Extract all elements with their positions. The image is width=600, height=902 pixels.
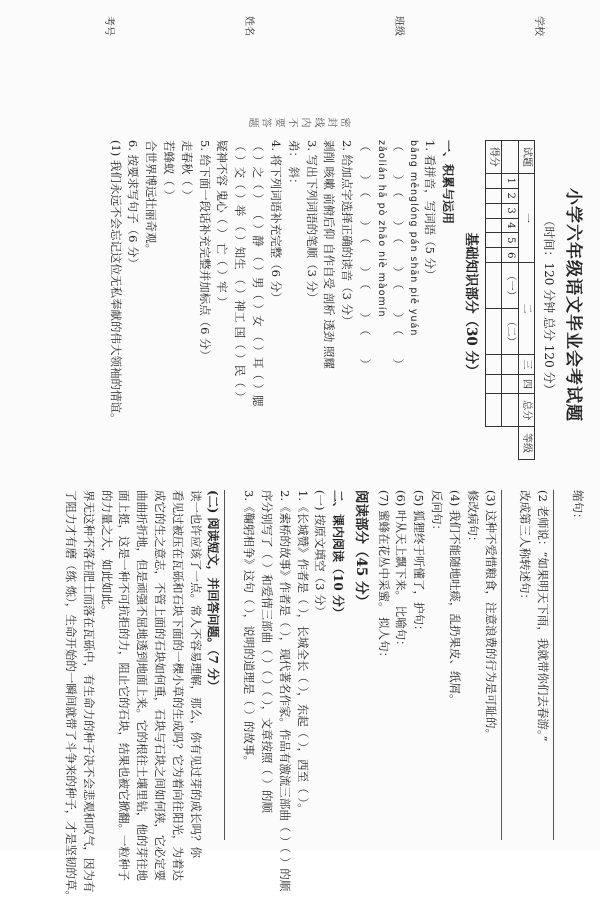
score-entry-cell[interactable] bbox=[485, 218, 502, 233]
answer-line[interactable] bbox=[501, 490, 514, 840]
score-cell: 4 bbox=[502, 218, 519, 233]
rewrite-label: 缩句： bbox=[571, 490, 585, 525]
question-2: 2. 给加点字选择正确的读音（3 分） bbox=[340, 140, 355, 327]
passage-line: 读一也许应该了一点。常人不容易理解，那么，你有见过芽的成长吗？你 bbox=[188, 490, 203, 858]
answer-line[interactable] bbox=[224, 490, 237, 840]
score-entry-cell[interactable] bbox=[485, 203, 502, 218]
score-cell: 三 bbox=[518, 355, 535, 375]
part-heading: 一、积累与运用 bbox=[440, 140, 455, 225]
passage-line: 面上挺，这是一种不可抗拒的力，阻止它的石块，结果也被它掀翻。一粒种子 bbox=[117, 490, 132, 881]
passage-line: 曲曲折折地，但是顽强不屈地透到地面上来。它的根往土壤里钻，他的芽往地 bbox=[135, 490, 150, 881]
stroke-answer-line: 弟： 斜： bbox=[286, 140, 301, 190]
question-6: 6. 按要求写句子（6 分） bbox=[126, 140, 141, 270]
score-entry-cell[interactable] bbox=[485, 263, 502, 309]
section-heading-basics: 基础知识部分（30 分） bbox=[462, 232, 479, 378]
score-table-header-row bbox=[518, 141, 535, 460]
binding-strip bbox=[14, 12, 586, 126]
rewrite-prompt: (2 老师说：“如果明天下雨，我就带你们去春游。” bbox=[536, 490, 551, 742]
score-entry-cell[interactable] bbox=[485, 374, 502, 394]
question-4: 4. 将下列词语补充完整（6 分） bbox=[268, 140, 283, 304]
score-cell: 等级 bbox=[518, 427, 535, 460]
question-5: 5. 给下面一段话补充完整并加标点（6 分） bbox=[197, 140, 212, 362]
score-cell: 试题 bbox=[518, 141, 535, 174]
fill-line: 疑神不容 鬼心（ ） 亡（ ）牢 ） bbox=[215, 140, 230, 308]
score-cell bbox=[502, 355, 519, 375]
seal-line-text: 密 封 线 内 不 要 答 题 bbox=[14, 116, 586, 128]
question-3: 3. 写出下列词语的笔顺（3 分） bbox=[304, 140, 319, 304]
pinyin-line: zǎolián hā pò zhāo niè màomín bbox=[375, 140, 387, 318]
part-heading: 二、课内阅读（10 分） bbox=[330, 490, 345, 619]
fill-line: （ ）交（ ）举 （ ）知生 （ ）神工 国（ ）民（ ） bbox=[233, 140, 248, 403]
score-table-sub-row bbox=[502, 141, 519, 460]
binding-class-label: 班级 bbox=[393, 16, 404, 36]
rewrite-label: 修改病句： bbox=[465, 490, 480, 548]
score-cell bbox=[502, 394, 519, 427]
fill-line: 走春秋（ ） bbox=[179, 140, 194, 202]
part-heading: (二) 阅读短文，并回答问题。（7 分） bbox=[206, 490, 221, 693]
score-cell: 一 bbox=[518, 173, 535, 262]
reading-question: 2.《索桥的故事》作者是（ ），现代著名作家。作品有激流三部曲（ ）（ ）的顺 bbox=[277, 490, 292, 892]
score-table bbox=[485, 140, 536, 460]
binding-name-label: 姓名 bbox=[243, 16, 254, 36]
passage-line: 看见过被压在瓦砾和石块下面的一棵小草的生成吗？它为着向往阳光，为着达 bbox=[170, 490, 185, 881]
left-column bbox=[14, 140, 586, 470]
rewrite-prompt: (5) 狐狸终于听懂了，护句： bbox=[412, 490, 427, 637]
score-entry-cell[interactable] bbox=[485, 233, 502, 248]
score-cell bbox=[502, 141, 519, 174]
score-entry-cell[interactable] bbox=[485, 173, 502, 188]
score-cell bbox=[502, 374, 519, 394]
word-list: 剥削 咳嗽 前俯后仰 自作自受 剖析 透劲 照耀 bbox=[322, 140, 337, 369]
score-entry-cell[interactable] bbox=[485, 309, 502, 355]
reading-question: 序分别写了（ ）和爱情三部曲（ ）（ ）（ ），文章按照（ ）的顺 bbox=[259, 490, 274, 814]
score-cell: 3 bbox=[502, 203, 519, 218]
passage-line: 的力量之大，如此如此。 bbox=[99, 490, 114, 617]
right-column bbox=[14, 490, 586, 902]
reading-question: 1.《长城赞》作者是（ ），长城全长（ ），东起（ ），西至（ ）。 bbox=[295, 490, 310, 815]
section-heading-reading: 阅读部分（45 分） bbox=[352, 490, 369, 608]
binding-school-label: 学校 bbox=[533, 16, 544, 36]
fill-line: 若蜂蚁（ ） bbox=[162, 140, 177, 202]
score-cell: 1 bbox=[502, 173, 519, 188]
binding-number-label: 考号 bbox=[103, 16, 114, 36]
passage-line: 成它的生之意志，不管上面的石块如何重，石块与石块之间如何狭，它必定要 bbox=[153, 490, 168, 881]
score-cell: 总分 bbox=[518, 394, 535, 427]
score-cell: 四 bbox=[518, 374, 535, 394]
question-1: 1. 看拼音，写词语（5 分） bbox=[423, 140, 438, 281]
score-entry-cell[interactable] bbox=[485, 394, 502, 427]
rewrite-prompt: (3) 这种不爱惜粮食，注意浪费的行为是可耻的。 bbox=[483, 490, 498, 740]
score-table-score-row bbox=[485, 141, 502, 460]
score-cell: （二） bbox=[502, 309, 519, 355]
passage-line: 界无这种不落在肥土而落在瓦砾中，有生命力的种子决不会悲观和叹气，因为有 bbox=[81, 490, 96, 893]
score-entry-cell[interactable] bbox=[485, 248, 502, 263]
score-cell: 得分 bbox=[485, 141, 502, 174]
fill-line: 合世界博远壮丽奇观。 bbox=[144, 140, 159, 255]
score-cell: 2 bbox=[502, 188, 519, 203]
answer-parens-line: （ ） （ ） （ ） （ ） （ ） bbox=[390, 140, 405, 370]
rewrite-label: 反问句： bbox=[430, 490, 445, 536]
rewrite-prompt: (6) 叶从天上飘下来。 比喻句： bbox=[394, 490, 409, 652]
score-cell: 二 bbox=[518, 263, 535, 355]
fill-line: （ ）之（ ） （ ）静 （ ）男（ ）女 （ ）耳（ ）腮 bbox=[251, 140, 266, 407]
rewrite-prompt: (4) 我们不能随地吐痰，乱扔果皮、纸屑。 bbox=[447, 490, 462, 706]
rewrite-prompt: (7) 蜜蜂在花丛中采蜜。 拟人句： bbox=[376, 490, 391, 664]
exam-subtitle: （时间：120 分钟 总分 120 分） bbox=[541, 214, 556, 396]
score-cell: 6 bbox=[502, 248, 519, 263]
reading-question: 3.《鞠躬相争》这句（ ），说明的道理是（ ）的故事。 bbox=[242, 490, 257, 768]
exam-title: 小学六年级语文毕业会考试题 bbox=[563, 188, 583, 422]
sentence-line: (1) 我们永远不会忘记这位无私奉献的伟大领袖的情谊。 bbox=[108, 140, 123, 425]
answer-line[interactable] bbox=[553, 490, 566, 840]
score-entry-cell[interactable] bbox=[485, 355, 502, 375]
pinyin-line: bāng mēnglóng pán shān piě yuán bbox=[408, 140, 420, 337]
score-cell: （一） bbox=[502, 263, 519, 309]
score-cell: 5 bbox=[502, 233, 519, 248]
score-entry-cell[interactable] bbox=[485, 188, 502, 203]
answer-parens-line: （ ） （ ） （ ） （ ） （ ） bbox=[357, 140, 372, 370]
rewrite-label: 改成第三人称转述句： bbox=[518, 490, 533, 605]
passage-line: 了阻力才有磨（练 炼），生命开始的一瞬间就带了斗争来的种子，才是坚韧的草。 bbox=[64, 490, 79, 902]
reading-question: (一) 按原文填空（3 分） bbox=[313, 490, 328, 618]
